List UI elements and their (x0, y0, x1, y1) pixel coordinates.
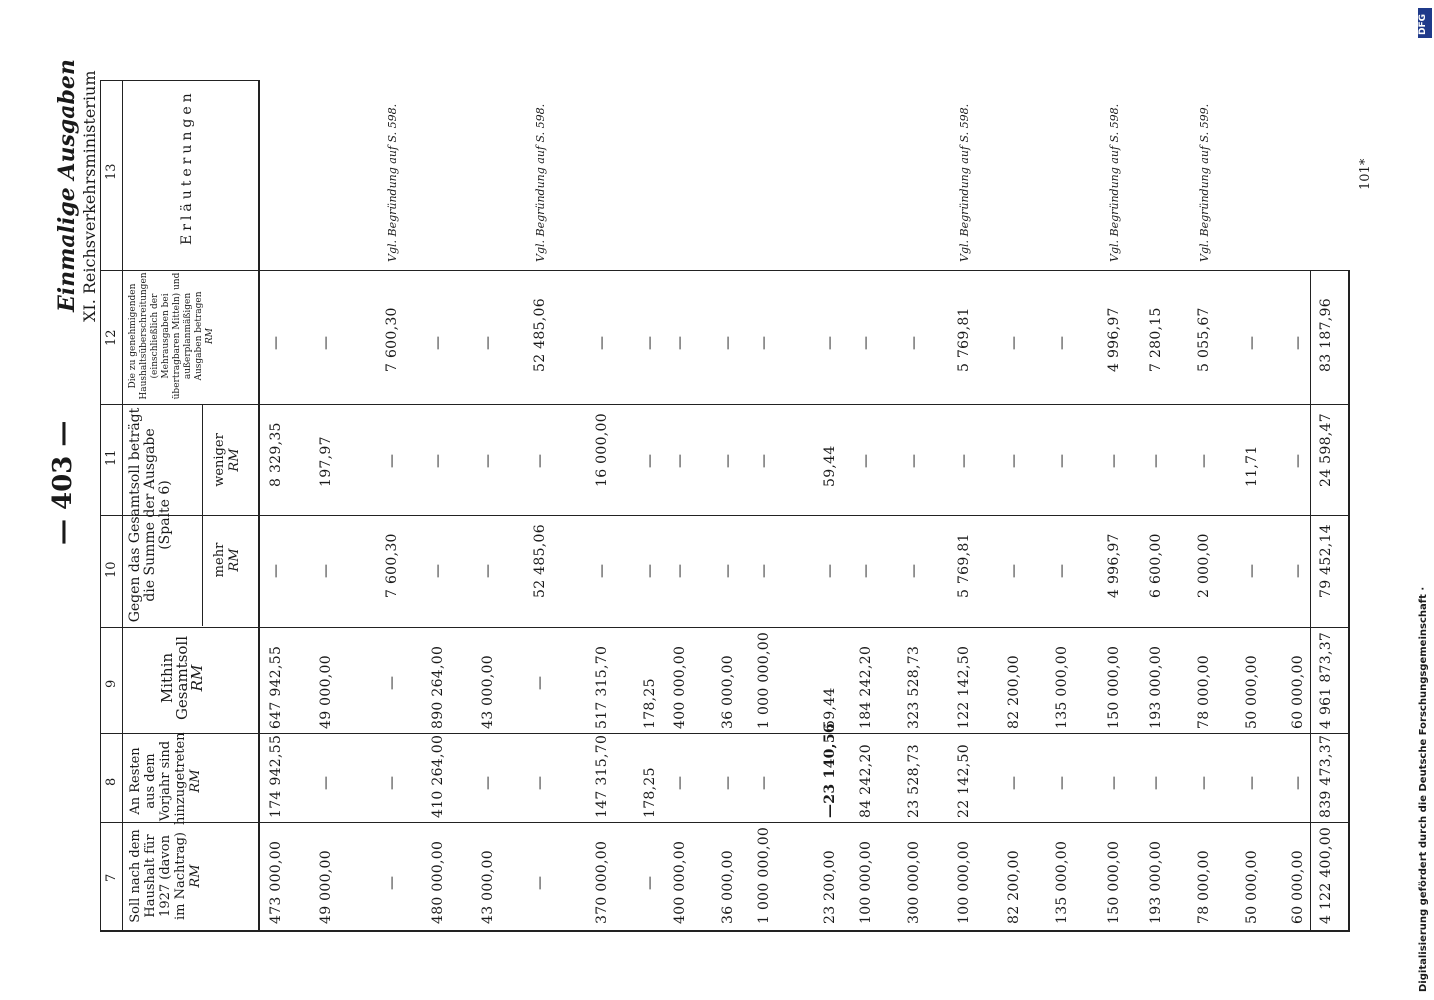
dfg-logo: DFG (1418, 8, 1432, 38)
cell-c7: 100 000,00 (956, 840, 972, 924)
cell-c10: — (906, 563, 922, 578)
cell-c8: 174 942,55 (268, 734, 284, 818)
cell-c10: — (318, 563, 334, 578)
cell-c8: — (1290, 775, 1306, 790)
cell-c12: 5 769,81 (956, 307, 972, 372)
cell-c12: — (1290, 335, 1306, 350)
cell-c12: — (1054, 335, 1070, 350)
cell-c12: — (480, 335, 496, 350)
cell-c8: 410 264,00 (430, 734, 446, 818)
cell-c8: — (1244, 775, 1260, 790)
cell-c9: 178,25 (642, 678, 658, 729)
cell-c8: 178,25 (642, 767, 658, 818)
cell-c9: 517 315,70 (594, 645, 610, 729)
cell-c7: 43 000,00 (480, 850, 496, 924)
cell-c7: 49 000,00 (318, 850, 334, 924)
cell-c11: — (956, 453, 972, 468)
cell-c11: 11,71 (1244, 445, 1260, 487)
cell-c10: — (822, 563, 838, 578)
cell-c11: — (1148, 453, 1164, 468)
col-header-9: Mithin Gesamtsoll RM (158, 635, 206, 721)
cell-c11: — (1006, 453, 1022, 468)
cell-c7: — (532, 875, 548, 890)
cell-c9: — (384, 675, 400, 690)
cell-c7: 400 000,00 (672, 840, 688, 924)
cell-c12: — (1244, 335, 1260, 350)
cell-c12: — (642, 335, 658, 350)
col-num-13: 13 (104, 163, 119, 180)
cell-c7: 78 000,00 (1196, 850, 1212, 924)
cell-c9: — (532, 675, 548, 690)
col-num-12: 12 (104, 329, 119, 346)
cell-c7: 1 000 000,00 (756, 826, 772, 924)
cell-c8: — (532, 775, 548, 790)
cell-c7: — (384, 875, 400, 890)
cell-c10: 4 996,97 (1106, 533, 1122, 598)
cell-c7: 300 000,00 (906, 840, 922, 924)
cell-c11: — (480, 453, 496, 468)
cell-c9: 1 000 000,00 (756, 631, 772, 729)
cell-c11: — (1290, 453, 1306, 468)
cell-c10: — (1054, 563, 1070, 578)
col-num-9: 9 (104, 679, 119, 688)
cell-c10: — (1290, 563, 1306, 578)
cell-c11: 16 000,00 (594, 413, 610, 487)
cell-c10: — (430, 563, 446, 578)
cell-c12: 52 485,06 (532, 298, 548, 372)
cell-c9: 323 528,73 (906, 645, 922, 729)
cell-c12: — (1006, 335, 1022, 350)
cell-c11: — (858, 453, 874, 468)
cell-c7: 193 000,00 (1148, 840, 1164, 924)
total-c7: 4 122 400,00 (1318, 826, 1334, 924)
col-num-11: 11 (104, 449, 119, 466)
total-c12: 83 187,96 (1318, 298, 1334, 372)
col-header-10-11-group: Gegen das Gesamtsoll beträgt die Summe der Ausgabe (Spalte 6) (127, 407, 173, 623)
cell-c8: — (1106, 775, 1122, 790)
cell-c10: — (858, 563, 874, 578)
cell-c9: 50 000,00 (1244, 655, 1260, 729)
cell-c12: — (756, 335, 772, 350)
cell-c10: 52 485,06 (532, 524, 548, 598)
cell-c9: 78 000,00 (1196, 655, 1212, 729)
cell-c12: 4 996,97 (1106, 307, 1122, 372)
cell-c10: — (642, 563, 658, 578)
cell-c8: — (720, 775, 736, 790)
cell-c12: — (822, 335, 838, 350)
cell-c8: — (480, 775, 496, 790)
cell-c12: — (672, 335, 688, 350)
cell-c9: 150 000,00 (1106, 645, 1122, 729)
cell-c8: 23 528,73 (906, 744, 922, 818)
col-header-11: weniger RM (212, 433, 242, 487)
cell-c7: 135 000,00 (1054, 840, 1070, 924)
page-number: — 403 — (48, 420, 78, 545)
cell-c9: 647 942,55 (268, 645, 284, 729)
cell-c12: 7 600,30 (384, 307, 400, 372)
cell-c12: — (268, 335, 284, 350)
cell-c11: — (756, 453, 772, 468)
cell-c8: — (1148, 775, 1164, 790)
cell-c8: — (672, 775, 688, 790)
cell-c13-note: Vgl. Begründung auf S. 598. (1108, 103, 1121, 262)
cell-c7: 60 000,00 (1290, 850, 1306, 924)
cell-c8: — (756, 775, 772, 790)
cell-c11: — (672, 453, 688, 468)
col-header-7: Soll nach dem Haushalt für 1927 (davon im Nachtrag) RM (128, 829, 203, 923)
cell-c8: 147 315,70 (594, 734, 610, 818)
cell-c7: 480 000,00 (430, 840, 446, 924)
col-header-12: Die zu genehmigenden Haushaltsüberschreitungen (einschließlich der Mehrausgaben bei übertragbaren Mitteln) und außerplanmäßigen Ausgaben betragen RM (128, 272, 215, 400)
cell-c9: 122 142,50 (956, 645, 972, 729)
cell-c11: — (1106, 453, 1122, 468)
col-header-8: An Resten aus dem Vorjahr sind hinzugetreten RM (128, 732, 203, 825)
cell-c7: 150 000,00 (1106, 840, 1122, 924)
cell-c10: 2 000,00 (1196, 533, 1212, 598)
cell-c8: — (1196, 775, 1212, 790)
cell-c13-note: Vgl. Begründung auf S. 598. (386, 103, 399, 262)
page-subtitle: XI. Reichsverkehrsministerium (80, 70, 99, 322)
cell-c12: — (430, 335, 446, 350)
cell-c12: — (318, 335, 334, 350)
cell-c8: — (1054, 775, 1070, 790)
cell-c7: 370 000,00 (594, 840, 610, 924)
cell-c7: — (642, 875, 658, 890)
cell-c12: — (858, 335, 874, 350)
cell-c9: 43 000,00 (480, 655, 496, 729)
cell-c7: 36 000,00 (720, 850, 736, 924)
cell-c10: 5 769,81 (956, 533, 972, 598)
cell-c11: — (720, 453, 736, 468)
col-num-10: 10 (104, 561, 119, 578)
cell-c10: — (720, 563, 736, 578)
cell-c10: — (1244, 563, 1260, 578)
side-credit: Digitalisierung gefördert durch die Deutsche Forschungsgemeinschaft · (1418, 586, 1429, 992)
cell-c7: 100 000,00 (858, 840, 874, 924)
total-c9: 4 961 873,37 (1318, 631, 1334, 729)
total-c8: 839 473,37 (1318, 734, 1334, 818)
cell-c13-note: Vgl. Begründung auf S. 598. (534, 103, 547, 262)
col-num-8: 8 (104, 777, 119, 786)
cell-c9: 135 000,00 (1054, 645, 1070, 729)
cell-c7: 473 000,00 (268, 840, 284, 924)
cell-c11: — (642, 453, 658, 468)
cell-c8: —23 140,56 (822, 723, 838, 818)
cell-c8: 84 242,20 (858, 744, 874, 818)
cell-c10: 6 600,00 (1148, 533, 1164, 598)
cell-c7: 82 200,00 (1006, 850, 1022, 924)
page-title: Einmalige Ausgaben (54, 59, 80, 312)
cell-c11: 8 329,35 (268, 422, 284, 487)
cell-c8: — (318, 775, 334, 790)
cell-c11: — (1054, 453, 1070, 468)
col-header-13: Erläuterungen (179, 89, 195, 245)
cell-c12: — (906, 335, 922, 350)
cell-c7: 50 000,00 (1244, 850, 1260, 924)
cell-c9: 890 264,00 (430, 645, 446, 729)
cell-c9: 49 000,00 (318, 655, 334, 729)
cell-c9: 400 000,00 (672, 645, 688, 729)
cell-c9: 36 000,00 (720, 655, 736, 729)
total-c11: 24 598,47 (1318, 413, 1334, 487)
cell-c11: 197,97 (318, 436, 334, 487)
cell-c13-note: Vgl. Begründung auf S. 598. (958, 103, 971, 262)
cell-c8: 22 142,50 (956, 744, 972, 818)
cell-c11: — (430, 453, 446, 468)
cell-c8: — (384, 775, 400, 790)
cell-c10: — (1006, 563, 1022, 578)
cell-c9: 184 242,20 (858, 645, 874, 729)
total-c10: 79 452,14 (1318, 524, 1334, 598)
cell-c11: 59,44 (822, 445, 838, 487)
cell-c12: — (594, 335, 610, 350)
cell-c10: — (268, 563, 284, 578)
cell-c10: — (672, 563, 688, 578)
cell-c7: 23 200,00 (822, 850, 838, 924)
cell-c11: — (906, 453, 922, 468)
cell-c12: — (720, 335, 736, 350)
cell-c10: — (756, 563, 772, 578)
cell-c12: 7 280,15 (1148, 307, 1164, 372)
cell-c10: — (594, 563, 610, 578)
cell-c10: — (480, 563, 496, 578)
cell-c8: — (1006, 775, 1022, 790)
cell-c9: 60 000,00 (1290, 655, 1306, 729)
page-footnote: 101* (1358, 158, 1373, 190)
cell-c13-note: Vgl. Begründung auf S. 599. (1198, 103, 1211, 262)
cell-c9: 82 200,00 (1006, 655, 1022, 729)
cell-c9: 193 000,00 (1148, 645, 1164, 729)
cell-c9: 59,44 (822, 687, 838, 729)
col-num-7: 7 (104, 873, 119, 882)
cell-c12: 5 055,67 (1196, 307, 1212, 372)
col-header-10: mehr RM (212, 542, 242, 578)
cell-c11: — (384, 453, 400, 468)
cell-c11: — (532, 453, 548, 468)
cell-c10: 7 600,30 (384, 533, 400, 598)
cell-c11: — (1196, 453, 1212, 468)
